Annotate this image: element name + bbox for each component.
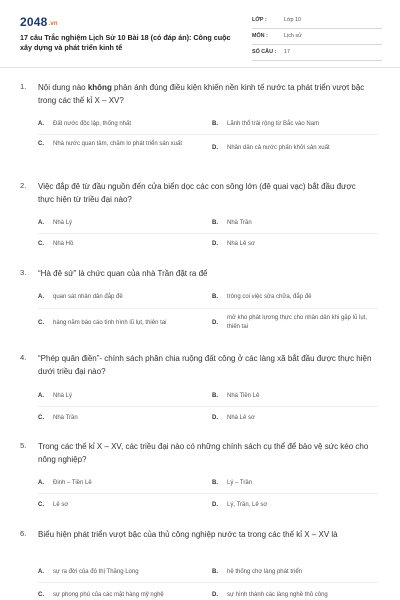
option-text: Nhà nước quan tâm, chăm lo phát triển sản xuất [53,141,183,147]
option-separator [38,308,378,309]
page-header [0,0,400,62]
option-letter: D. [212,592,218,599]
option-text: Lý – Trần [227,480,253,486]
option-letter: A. [38,294,44,301]
option-separator [38,406,378,407]
question-text: “Hà đê sứ” là chức quan của nhà Trần đặt ra để [38,269,208,278]
option-d[interactable] [212,314,377,331]
option-letter: C. [38,320,44,327]
option-text: Nhà Lê sơ [227,241,255,247]
option-letter: C. [38,415,44,422]
logo-suffix: .vn [48,21,58,27]
option-text: Nhà Hồ [53,241,74,247]
option-text: Nhà Lý [53,220,73,226]
meta-row-count [252,46,382,61]
question-text: Việc đắp đê từ đầu nguồn đến cửa biển dọc các con sông lớn (đê quai vạc) bắt đầu được thực hiện từ triều đại nào? [38,182,356,204]
option-letter: A. [38,480,44,487]
option-c[interactable] [38,319,208,328]
option-letter: B. [212,569,218,576]
option-letter: B. [212,121,218,128]
option-letter: D. [212,502,218,509]
option-text: Lý, Trần, Lê sơ [227,502,268,508]
question-text [38,82,372,107]
option-text: Đất nước độc lập, thống nhất [53,121,131,127]
option-separator [38,493,378,494]
option-d[interactable] [212,414,377,423]
logo-text: 2048 [20,15,48,29]
option-a[interactable] [38,219,208,228]
option-text: Lê sơ [53,502,69,508]
option-text: quan sát nhân dân đắp đê [53,294,123,300]
option-text: trông coi việc sửa chữa, đắp đê [227,294,312,300]
option-letter: A. [38,393,44,400]
option-c[interactable] [38,501,208,510]
option-text: mở kho phát lương thực cho nhân dân khi gặp lũ lụt, thiên tai [227,315,367,330]
question-number: 3. [20,268,27,277]
option-letter: D. [212,319,218,326]
option-b[interactable] [212,568,377,577]
option-c[interactable] [38,591,208,600]
question-text: Biểu hiện phát triển vượt bậc của thủ công nghiệp nước ta trong các thế kỉ X – XV là [38,530,338,539]
option-letter: B. [212,480,218,487]
document-title: 17 câu Trắc nghiệm Lịch Sử 10 Bài 18 (có đáp án): Công cuộc xây dựng và phát triển kinh tế [20,33,231,52]
option-text: Lãnh thổ trải rộng từ Bắc vào Nam [227,121,320,127]
option-text: sự phong phú của các mặt hàng mỹ nghệ [53,592,164,598]
meta-value: Lịch sử [284,33,302,39]
meta-row-subject [252,30,382,45]
option-separator [38,233,378,234]
option-a[interactable] [38,392,208,401]
option-c[interactable] [38,240,208,249]
option-text: hệ thống chợ làng phát triển [227,569,302,575]
question-text-part: phản ánh đúng điều kiện khiến nền kinh tế nước ta phát triển vượt bậc trong các thế kỉ X – XV? [38,83,365,105]
option-b[interactable] [212,479,377,488]
question-number: 2. [20,181,27,190]
option-b[interactable] [212,120,377,129]
option-c[interactable] [38,414,208,423]
option-d[interactable] [212,240,377,249]
option-letter: B. [212,294,218,301]
option-letter: B. [212,393,218,400]
option-separator [38,134,378,135]
option-b[interactable] [212,392,377,401]
meta-label: SỐ CÂU : [252,49,277,55]
document-meta [252,14,382,62]
option-text: Nhân dân cả nước phấn khởi sản xuất [227,145,330,151]
question-text: “Phép quân điền”- chính sách phân chia ruộng đất công ở các làng xã bắt đầu được thực hiện dưới triều đại nào? [38,354,372,376]
option-letter: B. [212,220,218,227]
option-text: Nhà Lê sơ [227,415,255,421]
option-text: Nhà Trần [53,415,78,421]
option-letter: D. [212,241,218,248]
option-separator [38,582,378,583]
question-number: 5. [20,441,27,450]
meta-label: MÔN : [252,33,268,39]
option-letter: C. [38,502,44,509]
question-text-part: Nội dung nào [38,83,88,92]
option-text: Đinh – Tiền Lê [53,480,92,486]
option-a[interactable] [38,568,208,577]
option-d[interactable] [212,501,377,510]
option-c[interactable] [38,140,208,149]
option-letter: C. [38,592,44,599]
option-text: sự hình thành các làng nghề thủ công [227,592,328,598]
option-text: Nhà Lý [53,393,73,399]
meta-value: Lớp 10 [284,17,302,23]
option-b[interactable] [212,219,377,228]
question-number: 4. [20,353,27,362]
option-text: sự ra đời của đô thị Thăng Long [53,569,139,575]
option-letter: A. [38,121,44,128]
meta-label: LỚP : [252,17,267,23]
option-a[interactable] [38,479,208,488]
question-text-emphasis: không [87,83,112,92]
option-letter: C. [38,241,44,248]
option-d[interactable] [212,144,377,153]
option-letter: A. [38,569,44,576]
meta-value: 17 [284,49,290,55]
option-letter: C. [38,141,44,148]
option-letter: D. [212,415,218,422]
option-b[interactable] [212,293,377,302]
header-divider [0,67,400,68]
option-text: Nhà Tiền Lê [227,393,260,399]
site-logo[interactable] [20,15,58,29]
option-text: hàng năm báo cáo tình hình lũ lụt, thiên tai [53,320,167,326]
question-number: 6. [20,529,27,538]
meta-row-class [252,14,382,29]
option-letter: D. [212,145,218,152]
option-d[interactable] [212,591,377,600]
question-text: Trong các thế kỉ X – XV, các triều đại nào có những chính sách cụ thể để bảo vệ sức kéo cho nông nghiệp? [38,442,369,464]
option-text: Nhà Trần [227,220,252,226]
option-a[interactable] [38,293,208,302]
question-number: 1. [20,82,27,91]
option-a[interactable] [38,120,208,129]
option-letter: A. [38,220,44,227]
